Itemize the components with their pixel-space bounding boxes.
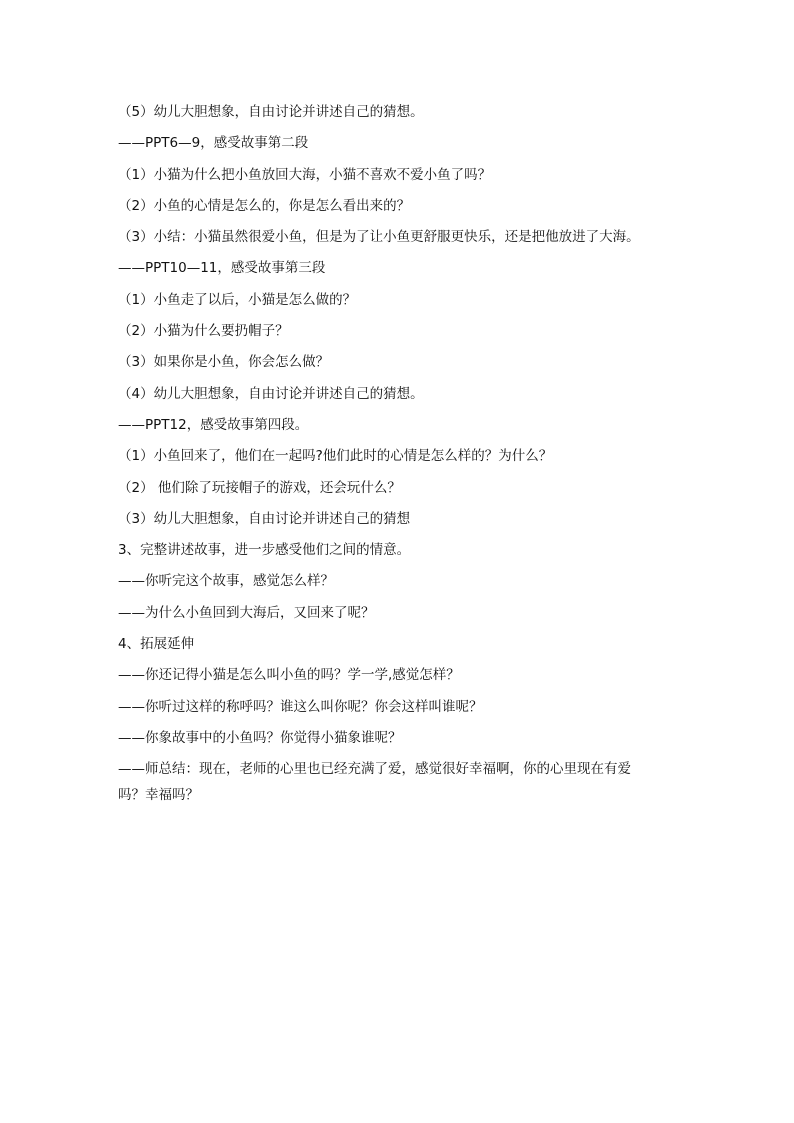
text-line-continuation: 吗？幸福吗？ [118, 787, 199, 804]
text-line: （1）小猫为什么把小鱼放回大海，小猫不喜欢不爱小鱼了吗？ [118, 166, 492, 183]
section-heading: ——PPT6—9，感受故事第二段 [118, 135, 309, 152]
numbered-heading: 4、拓展延伸 [118, 636, 195, 653]
text-line: （1）小鱼回来了，他们在一起吗?他们此时的心情是怎么样的？为什么？ [118, 448, 553, 465]
text-line: （2） 他们除了玩接帽子的游戏，还会玩什么？ [118, 479, 401, 496]
text-line: （3）小结：小猫虽然很爱小鱼，但是为了让小鱼更舒服更快乐，还是把他放进了大海。 [118, 229, 640, 246]
text-line: （3）如果你是小鱼，你会怎么做？ [118, 354, 330, 371]
text-line: （2）小鱼的心情是怎么的，你是怎么看出来的？ [118, 197, 411, 214]
text-line: （2）小猫为什么要扔帽子？ [118, 323, 289, 340]
text-line: ——你听过这样的称呼吗？谁这么叫你呢？你会这样叫谁呢？ [118, 698, 483, 715]
text-line: ——为什么小鱼回到大海后，又回来了呢？ [118, 604, 375, 621]
numbered-heading: 3、完整讲述故事，进一步感受他们之间的情意。 [118, 542, 411, 559]
text-line: ——你还记得小猫是怎么叫小鱼的吗？学一学,感觉怎样？ [118, 667, 460, 684]
document-body [118, 101, 678, 806]
text-line: （3）幼儿大胆想象，自由讨论并讲述自己的猜想 [118, 510, 411, 527]
section-heading: ——PPT10—11，感受故事第三段 [118, 260, 326, 277]
text-line: ——你听完这个故事，感觉怎么样？ [118, 573, 334, 590]
text-line: （5）幼儿大胆想象，自由讨论并讲述自己的猜想。 [118, 104, 424, 120]
section-heading: ——PPT12，感受故事第四段。 [118, 416, 309, 433]
text-line: （4）幼儿大胆想象，自由讨论并讲述自己的猜想。 [118, 385, 424, 402]
text-line: （1）小鱼走了以后，小猫是怎么做的？ [118, 291, 357, 308]
text-line: ——你象故事中的小鱼吗？你觉得小猫象谁呢？ [118, 729, 402, 746]
text-line: ——师总结：现在，老师的心里也已经充满了爱，感觉很好幸福啊，你的心里现在有爱 [118, 761, 631, 778]
